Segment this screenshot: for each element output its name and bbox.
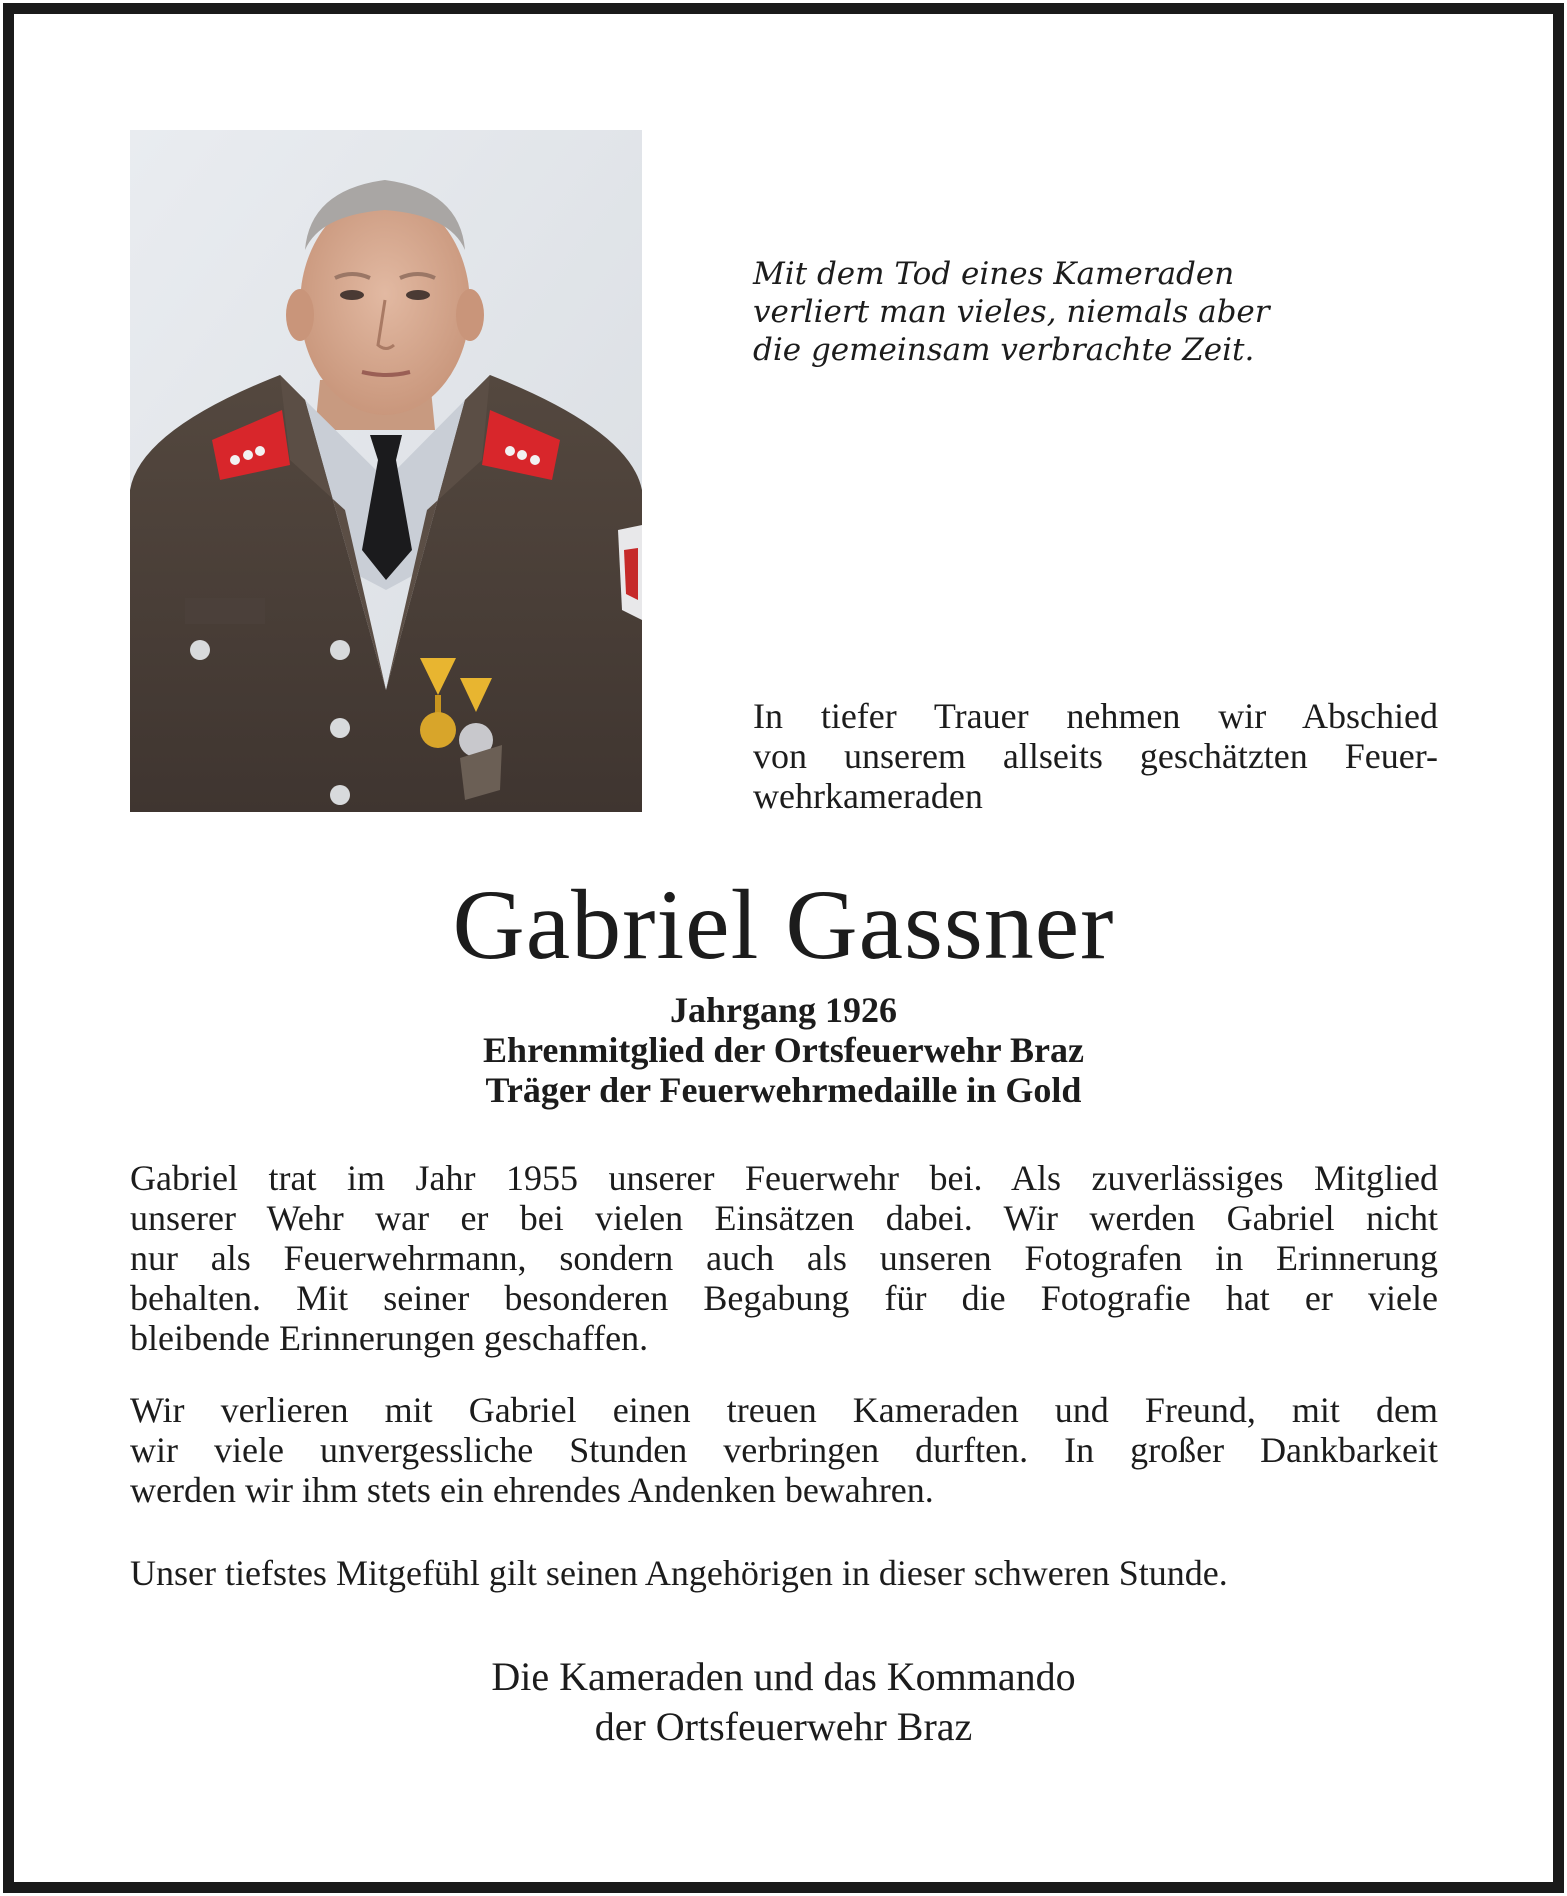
signature-block: [0, 1652, 1567, 1752]
signature-line: der Ortsfeuerwehr Braz: [594, 1704, 973, 1749]
body-line: bleibende Erinnerungen geschaffen.: [130, 1318, 649, 1358]
body-line: Wir verlieren mit Gabriel einen treuen Kameraden und Freund, mit dem: [130, 1390, 1438, 1430]
intro-line: wehrkameraden: [753, 776, 983, 816]
memorial-quote: [753, 255, 1393, 369]
quote-line: verliert man vieles, niemals aber: [753, 294, 1270, 330]
deceased-name: Gabriel Gassner: [452, 869, 1115, 980]
body-paragraph-1: [130, 1158, 1438, 1358]
body-paragraph-3: [130, 1553, 1438, 1593]
birth-year: Jahrgang 1926: [669, 990, 898, 1030]
body-line: Unser tiefstes Mitgefühl gilt seinen Angehörigen in dieser schweren Stunde.: [130, 1553, 1228, 1593]
intro-line: von unserem allseits geschätzten Feuer-: [753, 736, 1438, 776]
body-line: Gabriel trat im Jahr 1955 unserer Feuerwehr bei. Als zuverlässiges Mitglied: [130, 1158, 1438, 1198]
body-line: behalten. Mit seiner besonderen Begabung für die Fotografie hat er viele: [130, 1278, 1438, 1318]
body-line: unserer Wehr war er bei vielen Einsätzen dabei. Wir werden Gabriel nicht: [130, 1198, 1438, 1238]
medal-award: Träger der Feuerwehrmedaille in Gold: [485, 1070, 1082, 1110]
quote-line: Mit dem Tod eines Kameraden: [753, 256, 1235, 292]
body-line: werden wir ihm stets ein ehrendes Andenken bewahren.: [130, 1470, 934, 1510]
portrait-photo: [130, 130, 642, 812]
honorary-membership: Ehrenmitglied der Ortsfeuerwehr Braz: [483, 1030, 1084, 1070]
intro-line: In tiefer Trauer nehmen wir Abschied: [753, 696, 1438, 736]
intro-text: [753, 696, 1438, 816]
quote-line: die gemeinsam verbrachte Zeit.: [753, 332, 1255, 368]
signature-line: Die Kameraden und das Kommando: [491, 1654, 1076, 1699]
body-paragraph-2: [130, 1390, 1438, 1510]
deceased-details: [0, 990, 1567, 1110]
body-line: nur als Feuerwehrmann, sondern auch als unseren Fotografen in Erinnerung: [130, 1238, 1438, 1278]
body-line: wir viele unvergessliche Stunden verbringen durften. In großer Dankbarkeit: [130, 1430, 1438, 1470]
